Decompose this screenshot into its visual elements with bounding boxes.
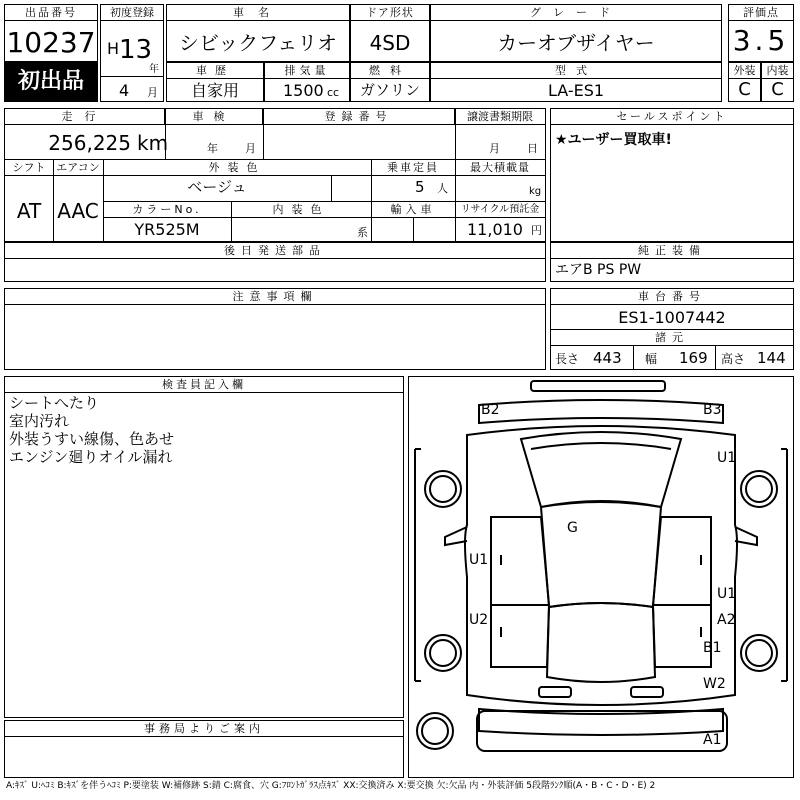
damage-mark-u2-left: U2: [469, 612, 489, 628]
registration-number-label: 登録番号: [263, 109, 455, 125]
transfer-deadline-label: 譲渡書類期限: [455, 109, 545, 125]
dimensions-label: 諸元: [551, 329, 793, 346]
history-label: 車歴: [167, 63, 263, 79]
equipment-box: [550, 242, 794, 282]
interior-grade-cell: [761, 62, 794, 102]
damage-mark-u1-left: U1: [469, 552, 489, 568]
fuel-cell: [350, 62, 430, 102]
displacement-label: 排気量: [265, 63, 349, 79]
damage-mark-a2: A2: [717, 612, 736, 628]
fuel-label: 燃料: [351, 63, 429, 79]
exterior-color-label: 外装色: [103, 160, 371, 176]
fuel: ガソリン: [359, 81, 420, 99]
shift: AT: [16, 199, 42, 223]
damage-diagram: [408, 376, 794, 778]
capacity-unit: 人: [437, 182, 448, 195]
score-label: 評価点: [729, 5, 793, 21]
history: 自家用: [190, 81, 239, 100]
length: 443: [593, 349, 622, 367]
sales-point-text: ★ユーザー買取車!: [555, 132, 672, 148]
recycle-deposit-unit: 円: [531, 224, 542, 237]
grade-cell: [430, 4, 722, 62]
displacement: 1500: [283, 81, 324, 100]
later-parts-label: 後日発送部品: [5, 243, 545, 259]
inspector-line: 室内汚れ: [9, 412, 70, 430]
aircon-label: エアコン: [53, 160, 103, 176]
month: 4: [119, 81, 130, 100]
interior-color-unit: 系: [357, 226, 368, 239]
lot-number-cell: [4, 4, 98, 62]
office-notice-label: 事務局よりご案内: [5, 721, 403, 737]
damage-mark-g: G: [567, 520, 578, 536]
first-registration-label: 初度登録: [101, 5, 163, 21]
interior-color-label: 内装色: [231, 202, 371, 218]
first-registration-cell: [100, 4, 164, 102]
first-listing-text: 初出品: [17, 69, 84, 94]
sales-point-box: [550, 108, 794, 242]
shift-label: シフト: [5, 160, 53, 176]
mileage-label: 走行: [5, 109, 165, 125]
inspection-label: 車検: [165, 109, 263, 125]
score: 3.5: [732, 24, 790, 57]
grade: カーオブザイヤー: [497, 31, 655, 55]
recycle-deposit-label: リサイクル預託金: [455, 202, 545, 218]
sales-point-label: セールスポイント: [551, 109, 793, 125]
length-label: 長さ: [555, 352, 580, 366]
damage-legend: A:ｷｽﾞ U:ﾍｺﾐ B:ｷｽﾞを伴うﾍｺﾐ P:要塗装 W:補修跡 S:錆 C:腐食、穴 G:ﾌﾛﾝﾄｶﾞﾗｽ点ｷｽﾞ XX:交換済み X:要交換 欠:欠品 内・外装評価 5段階ﾗﾝｸ順(A・B・C・D・E) 2: [6, 781, 656, 791]
damage-mark-a1: A1: [703, 732, 722, 748]
inspection-year-unit: 年: [207, 142, 218, 155]
score-cell: [728, 4, 794, 62]
inspector-line: 外装うすい線傷、色あせ: [9, 430, 175, 448]
capacity: 5: [415, 178, 425, 196]
aircon: AAC: [57, 199, 99, 223]
month-unit: 月: [147, 86, 158, 99]
recycle-deposit: 11,010: [467, 220, 523, 239]
mileage: 256,225: [48, 131, 131, 155]
import-car-label: 輸入車: [371, 202, 455, 218]
model: LA-ES1: [547, 81, 605, 100]
office-notice-box: [4, 720, 404, 778]
chassis-box: [550, 288, 794, 370]
color-number-label: カラーNo.: [103, 202, 231, 218]
year: 13: [119, 35, 153, 65]
width-label: 幅: [645, 352, 658, 366]
lot-number-label: 出品番号: [5, 5, 97, 21]
lot-number: 10237: [6, 26, 96, 59]
exterior-color: ベージュ: [187, 178, 247, 196]
height: 144: [757, 349, 786, 367]
damage-mark-b2: B2: [481, 402, 500, 418]
exterior-grade-cell: [728, 62, 761, 102]
damage-mark-b3: B3: [703, 402, 722, 418]
inspection-month-unit: 月: [245, 142, 256, 155]
chassis-number: ES1-1007442: [618, 308, 726, 327]
car-outline: [409, 377, 793, 777]
year-unit: 年: [149, 64, 159, 75]
capacity-label: 乗車定員: [371, 160, 455, 176]
mileage-unit: km: [137, 131, 169, 155]
door-type-label: ドア形状: [351, 5, 429, 21]
interior-grade: C: [771, 79, 784, 100]
door-type-cell: [350, 4, 430, 62]
car-name: シビックフェリオ: [179, 31, 337, 55]
model-label: 型式: [431, 63, 721, 79]
max-load-label: 最大積載量: [455, 160, 545, 176]
width: 169: [679, 349, 708, 367]
transfer-day-unit: 日: [527, 142, 538, 155]
inspector-notes-box: [4, 376, 404, 718]
inspector-line: シートへたり: [9, 394, 100, 412]
exterior-grade: C: [738, 79, 751, 100]
equipment-text: エアB PS PW: [555, 262, 642, 278]
info-table: [4, 108, 546, 242]
notes-label: 注意事項欄: [5, 289, 545, 305]
inspector-notes-label: 検査員記入欄: [5, 377, 403, 393]
damage-mark-b1: B1: [703, 640, 722, 656]
max-load-unit: kg: [529, 186, 542, 197]
color-number: YR525M: [134, 220, 200, 239]
chassis-label: 車台番号: [551, 289, 793, 305]
exterior-grade-label: 外装: [729, 63, 760, 79]
history-cell: [166, 62, 264, 102]
model-cell: [430, 62, 722, 102]
era: H: [107, 39, 120, 58]
door-type: 4SD: [369, 31, 411, 55]
damage-mark-w2: W2: [703, 676, 726, 692]
inspector-line: エンジン廻りオイル漏れ: [9, 448, 173, 466]
transfer-month-unit: 月: [489, 142, 500, 155]
first-listing-badge: [4, 62, 98, 102]
displacement-cell: [264, 62, 350, 102]
equipment-label: 純正装備: [551, 243, 793, 259]
grade-label: グレード: [431, 5, 721, 21]
car-name-label: 車名: [167, 5, 349, 21]
damage-mark-u1-right-top: U1: [717, 450, 737, 466]
damage-mark-u1-right: U1: [717, 586, 737, 602]
car-name-cell: [166, 4, 350, 62]
interior-grade-label: 内装: [762, 63, 793, 79]
notes-box: [4, 288, 546, 370]
displacement-unit: cc: [327, 86, 340, 99]
later-parts-box: [4, 242, 546, 282]
height-label: 高さ: [721, 352, 746, 366]
